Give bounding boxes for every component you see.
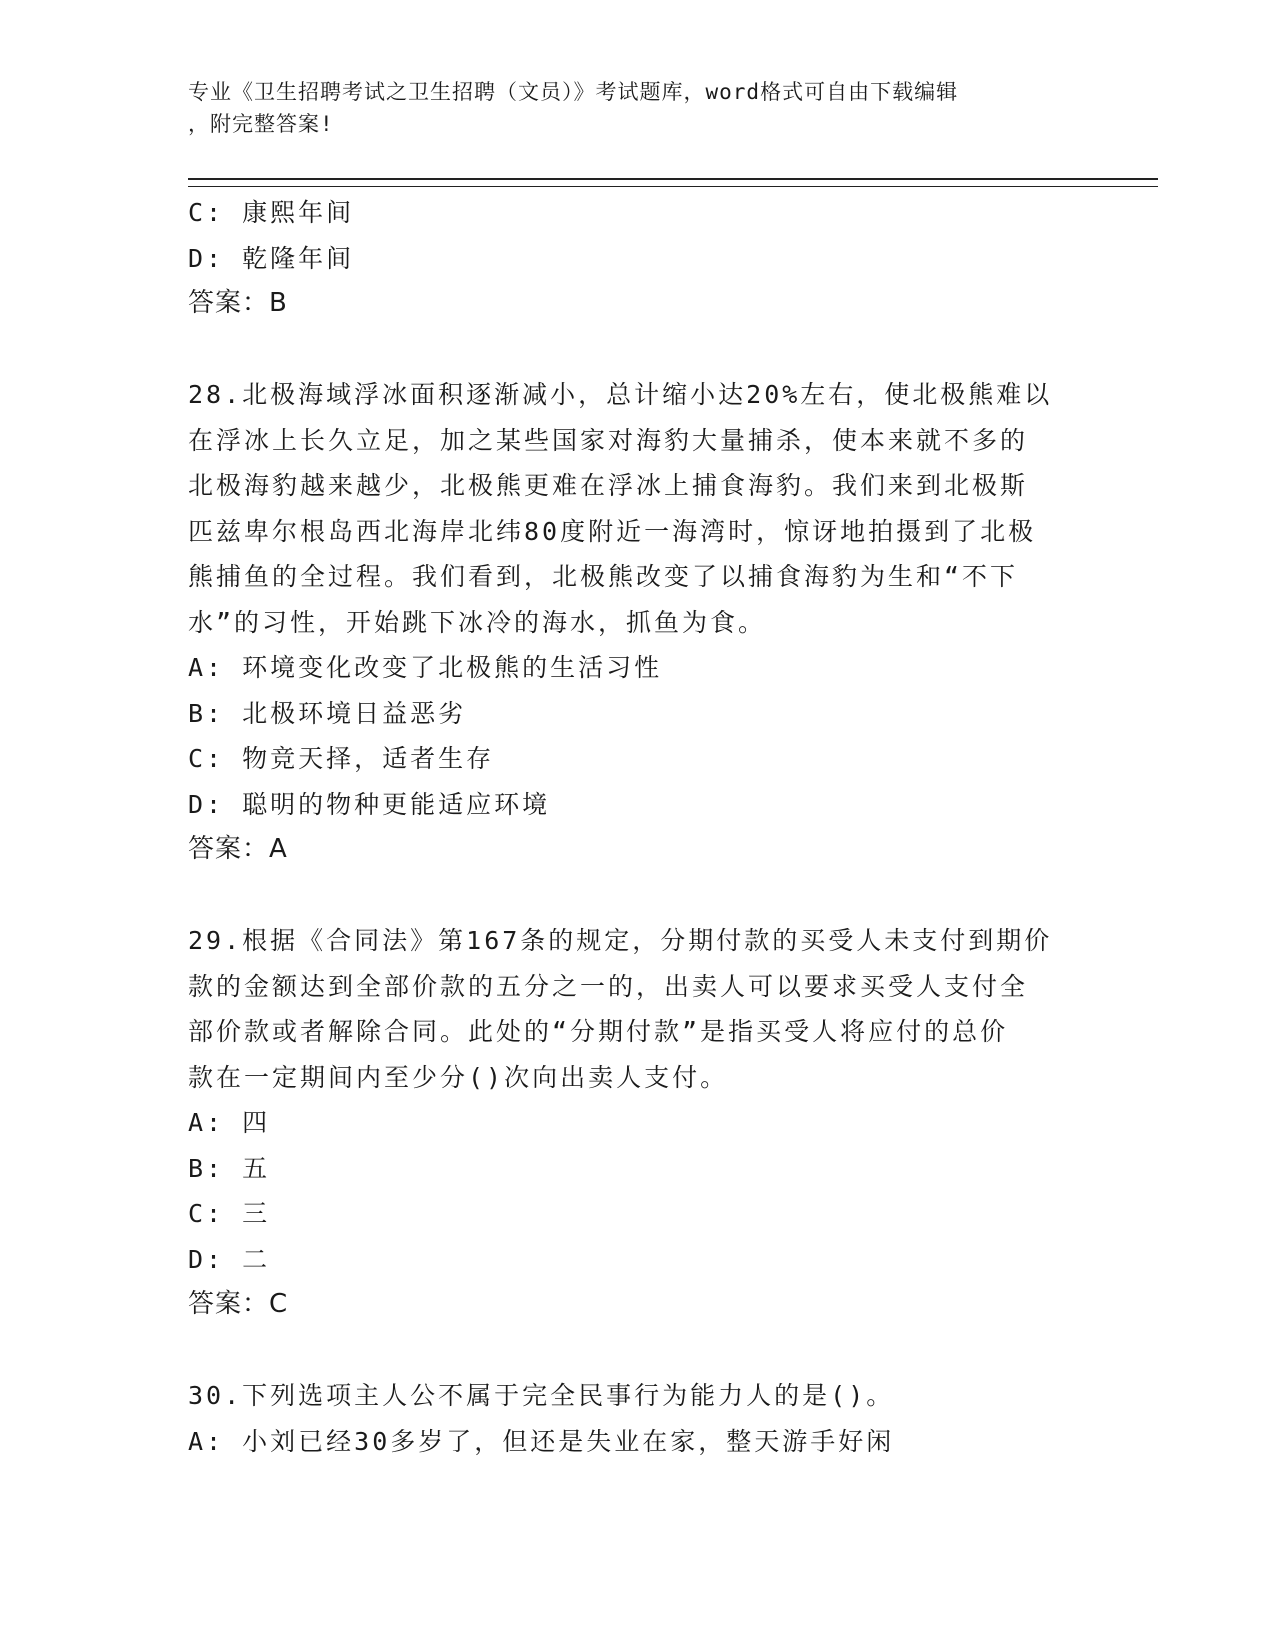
question-line: 在浮冰上长久立足，加之某些国家对海豹大量捕杀，使本来就不多的 bbox=[188, 425, 1029, 455]
option-c: C: 物竞天择，适者生存 bbox=[188, 744, 495, 773]
option-a: A: 四 bbox=[188, 1108, 271, 1137]
header-line-2: ，附完整答案! bbox=[188, 112, 334, 136]
question-line: 款在一定期间内至少分()次向出卖人支付。 bbox=[188, 1062, 729, 1092]
option-d: D: 二 bbox=[188, 1244, 271, 1274]
option-a: A: 环境变化改变了北极熊的生活习性 bbox=[188, 653, 663, 682]
question-line: 匹兹卑尔根岛西北海岸北纬80度附近一海湾时，惊讶地拍摄到了北极 bbox=[188, 516, 1037, 546]
option-a: A: 小刘已经30多岁了，但还是失业在家，整天游手好闲 bbox=[188, 1426, 895, 1456]
option-d: D: 聪明的物种更能适应环境 bbox=[188, 789, 551, 819]
document-body bbox=[188, 190, 1088, 1464]
option-d: D: 乾隆年间 bbox=[188, 243, 355, 273]
option-c: C: 三 bbox=[188, 1199, 271, 1228]
spacer bbox=[188, 327, 1088, 373]
option-b: B: 北极环境日益恶劣 bbox=[188, 698, 467, 728]
question-29 bbox=[188, 918, 1088, 1328]
answer-label: 答案：A bbox=[188, 834, 288, 864]
option-b: B: 五 bbox=[188, 1153, 271, 1183]
option-c: C: 康熙年间 bbox=[188, 198, 355, 227]
question-line: 水”的习性，开始跳下冰冷的海水，抓鱼为食。 bbox=[188, 607, 767, 637]
answer-label: 答案：C bbox=[188, 1289, 289, 1319]
question-line: 北极海豹越来越少，北极熊更难在浮冰上捕食海豹。我们来到北极斯 bbox=[188, 471, 1029, 500]
question-line: 30.下列选项主人公不属于完全民事行为能力人的是()。 bbox=[188, 1381, 895, 1410]
question-27 bbox=[188, 190, 1088, 327]
question-line: 款的金额达到全部价款的五分之一的，出卖人可以要求买受人支付全 bbox=[188, 971, 1029, 1001]
question-text bbox=[188, 1373, 1088, 1419]
question-30 bbox=[188, 1373, 1088, 1464]
question-28 bbox=[188, 372, 1088, 873]
answer-label: 答案：B bbox=[188, 288, 288, 318]
question-text bbox=[188, 918, 1088, 1100]
question-line: 28.北极海域浮冰面积逐渐减小，总计缩小达20%左右，使北极熊难以 bbox=[188, 380, 1053, 409]
spacer bbox=[188, 1328, 1088, 1374]
question-line: 29.根据《合同法》第167条的规定，分期付款的买受人未支付到期价 bbox=[188, 926, 1053, 955]
spacer bbox=[188, 873, 1088, 919]
header-line-1: 专业《卫生招聘考试之卫生招聘（文员）》考试题库，word格式可自由下载编辑 bbox=[188, 80, 959, 104]
question-line: 熊捕鱼的全过程。我们看到，北极熊改变了以捕食海豹为生和“不下 bbox=[188, 562, 1019, 591]
question-text bbox=[188, 372, 1088, 645]
question-line: 部价款或者解除合同。此处的“分期付款”是指买受人将应付的总价 bbox=[188, 1017, 1009, 1046]
header-divider bbox=[188, 178, 1158, 187]
page-header bbox=[188, 76, 1068, 140]
